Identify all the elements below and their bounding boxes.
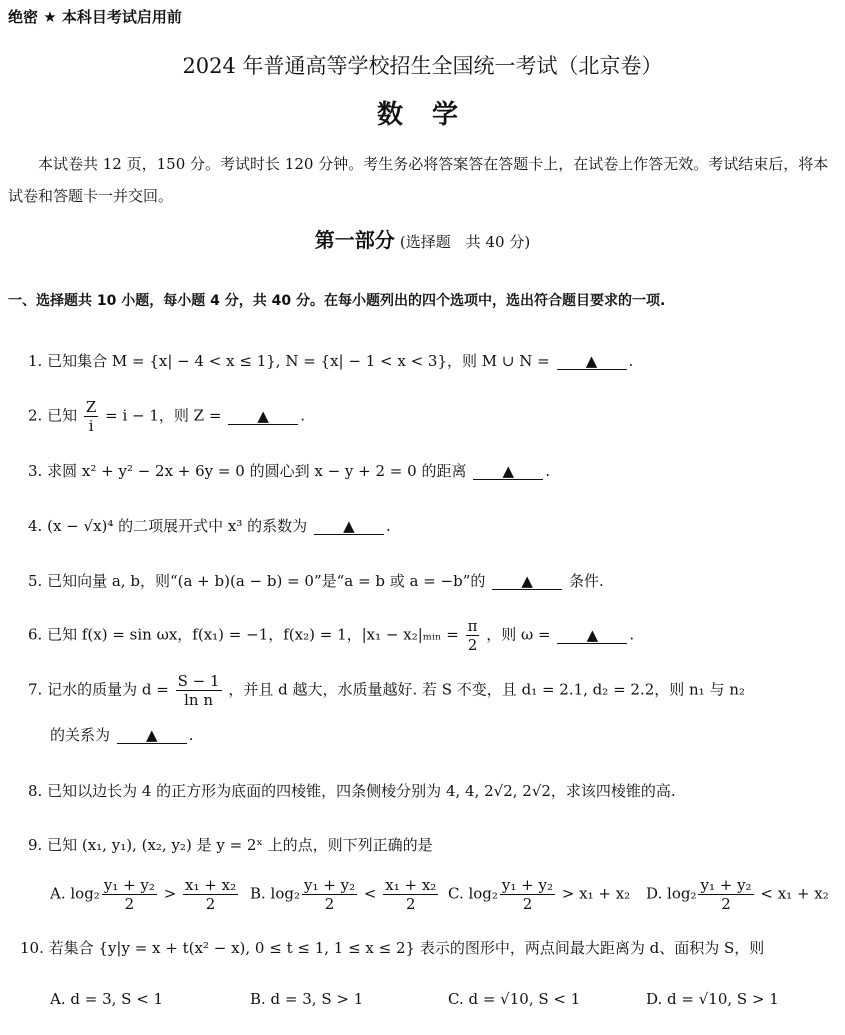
exam-instructions: 本试卷共 12 页，150 分。考试时长 120 分钟。考生务必将答案答在答题卡上，在试卷上作答无效。考试结束后，将本试卷和答题卡一并交回。	[8, 155, 829, 205]
fraction	[84, 398, 98, 435]
fraction-denominator: i	[88, 417, 94, 435]
fraction-numerator: π	[467, 617, 478, 635]
question-text: 的关系为	[50, 726, 111, 744]
answer-blank: ▲	[117, 728, 187, 744]
question-2: 2. 已知 $\frac{Z}{i}$ = i − 1，则 Z = ▲ .	[28, 398, 305, 435]
question-text: ，则 ω =	[486, 625, 551, 644]
fraction	[466, 617, 480, 654]
question-6: 6. 已知 f(x) = sin ωx，f(x₁) = −1，f(x₂) = 1，|x₁ − x₂|ₘᵢₙ = $\frac{\pi}{2}$ ，则 ω = ▲ .	[28, 617, 635, 654]
fraction	[102, 876, 157, 913]
fraction-numerator: y₁ + y₂	[103, 876, 155, 894]
question-number: 3.	[28, 462, 43, 480]
fraction-denominator: 2	[721, 895, 731, 913]
question-3: 3. 求圆 x² + y² − 2x + 6y = 0 的圆心到 x − y + 2 = 0 的距离 ▲ .	[28, 462, 551, 480]
subject-title: 数 学	[376, 100, 469, 130]
option-label: A. log₂	[50, 884, 100, 903]
fraction-numerator: x₁ + x₂	[385, 876, 437, 894]
comparison-symbol: >	[163, 884, 177, 903]
fraction-denominator: 2	[467, 636, 478, 654]
option-text: > x₁ + x₂	[561, 884, 631, 903]
part-note: (选择题 共 40 分)	[399, 233, 531, 251]
fraction-denominator: 2	[522, 895, 533, 913]
fraction	[176, 672, 222, 709]
option-d	[646, 876, 829, 913]
question-10	[20, 937, 764, 958]
question-number: 9.	[28, 836, 43, 854]
option-label: D. log₂	[646, 884, 697, 903]
fraction-numerator: y₁ + y₂	[304, 876, 356, 894]
question-5	[28, 570, 604, 591]
question-text: 求圆 x² + y² − 2x + 6y = 0 的圆心到 x − y + 2 = 0 的距离	[47, 462, 467, 480]
question-text: 已知 (x₁, y₁), (x₂, y₂) 是 y = 2ˣ 上的点，则下列正确的是	[47, 836, 433, 854]
fraction-numerator: S − 1	[177, 672, 220, 690]
fraction	[302, 876, 357, 913]
question-number: 6.	[28, 625, 43, 644]
question-text: (x − √x)⁴ 的二项展开式中 x³ 的系数为	[47, 517, 308, 535]
answer-blank: ▲	[314, 519, 384, 535]
section-heading: 一、选择题共 10 小题，每小题 4 分，共 40 分。在每小题列出的四个选项中，选出符合题目要求的一项.	[8, 293, 666, 309]
fraction	[698, 876, 753, 913]
question-number: 7.	[28, 680, 43, 699]
fraction-denominator: 2	[324, 895, 335, 913]
fraction-denominator: 2	[406, 895, 416, 913]
question-text: 已知以边长为 4 的正方形为底面的四棱锥，四条侧棱分别为 4, 4, 2√2, 2√2，求该四棱锥的高.	[47, 782, 676, 800]
answer-blank: ▲	[557, 628, 627, 644]
answer-blank: ▲	[228, 409, 298, 425]
question-number: 10.	[20, 939, 44, 957]
question-text: 若集合 {y|y = x + t(x² − x), 0 ≤ t ≤ 1, 1 ≤ x ≤ 2} 表示的图形中，两点间最大距离为 d、面积为 S，则	[48, 939, 765, 957]
option-a: A. d = 3, S < 1	[50, 990, 164, 1008]
answer-blank: ▲	[492, 574, 562, 590]
fraction-numerator: Z	[85, 398, 97, 416]
question-9	[28, 834, 433, 855]
option-c	[448, 876, 630, 913]
question-number: 5.	[28, 572, 43, 590]
fraction	[183, 876, 238, 913]
confidential-label: 绝密 ★ 本科目考试启用前	[8, 8, 182, 26]
question-text: = i − 1，则 Z =	[105, 406, 222, 425]
question-1: 1. 已知集合 M = {x| − 4 < x ≤ 1}, N = {x| − 1 < x < 3}，则 M ∪ N = ▲ .	[28, 352, 634, 370]
question-8	[28, 780, 676, 801]
option-label: B. log₂	[250, 884, 301, 903]
answer-blank: ▲	[557, 354, 627, 370]
fraction-denominator: ln n	[184, 691, 213, 709]
answer-blank: ▲	[473, 464, 543, 480]
option-c: C. d = √10, S < 1	[448, 990, 581, 1008]
question-text: 已知	[47, 406, 78, 425]
question-4: 4. (x − √x)⁴ 的二项展开式中 x³ 的系数为 ▲ .	[28, 517, 391, 535]
option-b	[250, 876, 440, 913]
exam-title: 2024 年普通高等学校招生全国统一考试（北京卷）	[182, 54, 663, 78]
question-number: 2.	[28, 406, 43, 425]
question-text: 已知集合 M = {x| − 4 < x ≤ 1}, N = {x| − 1 < x < 3}，则 M ∪ N =	[47, 352, 550, 370]
question-number: 1.	[28, 352, 43, 370]
fraction-denominator: 2	[124, 895, 135, 913]
comparison-symbol: <	[363, 884, 377, 903]
question-text: 条件.	[568, 572, 604, 590]
option-a	[50, 876, 240, 913]
fraction-numerator: x₁ + x₂	[185, 876, 237, 894]
question-text: 已知向量 a, b，则“(a + b)(a − b) = 0”是“a = b 或 a = −b”的	[47, 572, 486, 590]
fraction	[500, 876, 555, 913]
question-text: 记水的质量为 d =	[47, 680, 169, 699]
option-text: < x₁ + x₂	[760, 884, 829, 903]
question-7-continued: 的关系为 ▲ .	[50, 726, 194, 744]
fraction-numerator: y₁ + y₂	[700, 876, 752, 894]
fraction	[383, 876, 438, 913]
part-title: 第一部分	[314, 228, 395, 252]
fraction-numerator: y₁ + y₂	[501, 876, 554, 894]
question-number: 8.	[28, 782, 43, 800]
question-number: 4.	[28, 517, 43, 535]
option-d: D. d = √10, S > 1	[646, 990, 779, 1008]
question-text: ，并且 d 越大，水质量越好. 若 S 不变，且 d₁ = 2.1, d₂ = 2.2，则 n₁ 与 n₂	[228, 680, 745, 699]
part-heading	[0, 224, 845, 253]
question-7	[28, 672, 745, 709]
option-b: B. d = 3, S > 1	[250, 990, 364, 1008]
question-text: 已知 f(x) = sin ωx，f(x₁) = −1，f(x₂) = 1，|x₁ − x₂|ₘᵢₙ =	[47, 625, 459, 644]
fraction-denominator: 2	[205, 895, 216, 913]
option-label: C. log₂	[448, 884, 498, 903]
